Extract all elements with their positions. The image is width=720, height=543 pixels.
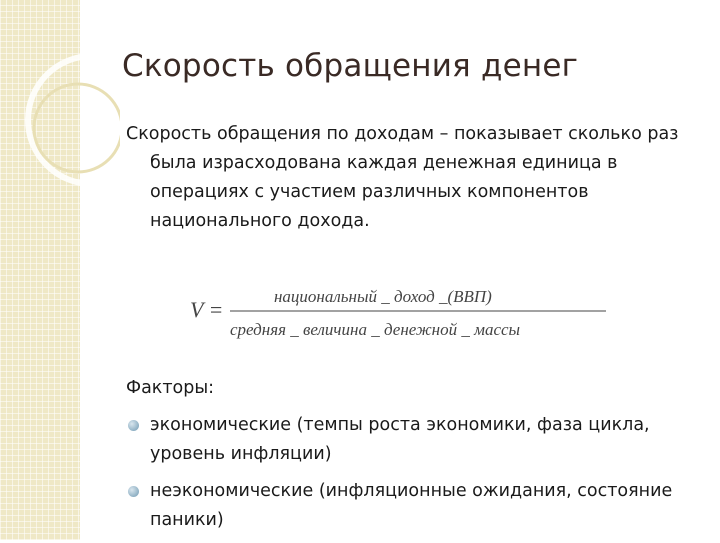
formula-lhs: V = [190, 297, 224, 322]
formula-numerator: национальный _ доход _(ВВП) [274, 287, 492, 306]
definition-text: Скорость обращения по доходам – показывает сколько раз была израсходована каждая денежная единица в операциях с участием различных компонентов национального дохода. [126, 124, 679, 231]
factor-noneconomic: неэкономические (инфляционные ожидания, состояние паники) [150, 481, 673, 530]
factors-list [126, 411, 696, 535]
bullet-icon [128, 420, 139, 431]
factors-block [126, 374, 696, 543]
slide-title: Скорость обращения денег [122, 48, 579, 84]
factors-label: Факторы: [126, 378, 215, 398]
definition-block [126, 120, 696, 236]
decorative-circles [0, 0, 120, 200]
velocity-formula [186, 282, 626, 362]
list-item [126, 411, 696, 469]
factor-economic: экономические (темпы роста экономики, фаза цикла, уровень инфляции) [150, 415, 650, 464]
list-item [126, 477, 696, 535]
bullet-icon [128, 486, 139, 497]
formula-denominator: средняя _ величина _ денежной _ массы [230, 320, 521, 339]
